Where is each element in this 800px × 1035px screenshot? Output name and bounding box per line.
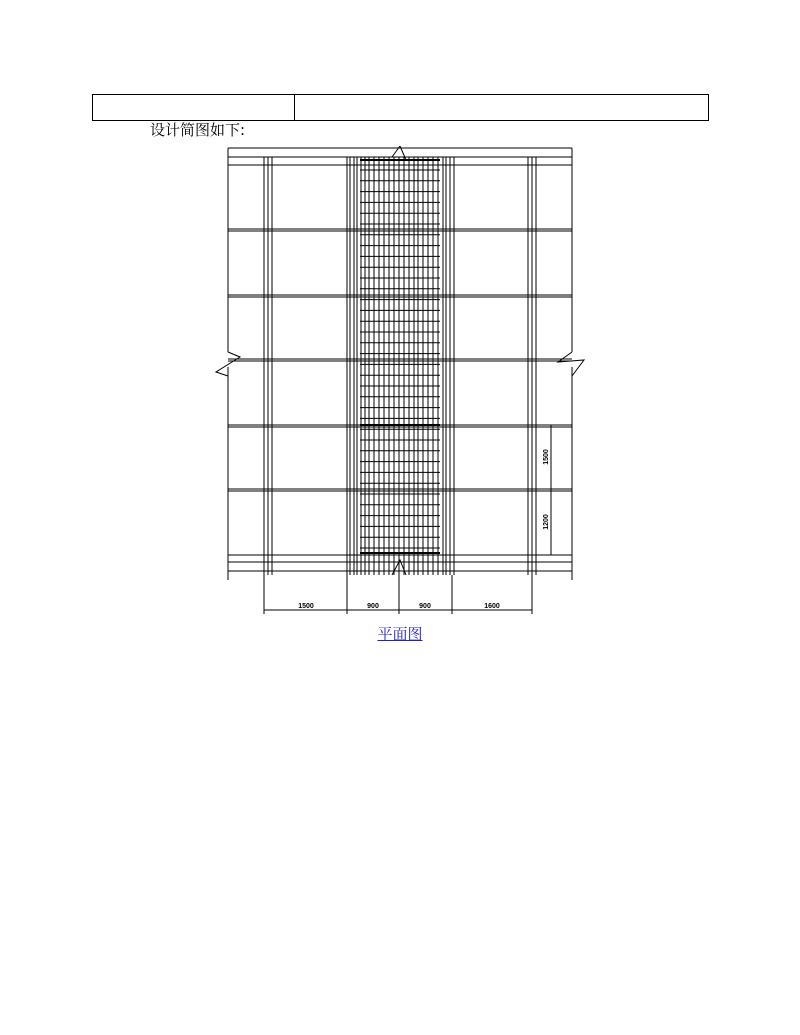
dim-h-3: 900 — [419, 603, 431, 610]
header-cell-right — [295, 95, 708, 120]
plan-drawing — [214, 146, 594, 621]
header-table — [92, 94, 709, 121]
header-cell-left — [93, 95, 295, 120]
dim-h-1: 1500 — [298, 603, 314, 610]
figure-caption[interactable] — [0, 623, 800, 644]
dim-v-2: 1200 — [543, 514, 550, 530]
dim-v-1: 1500 — [543, 449, 550, 465]
dim-h-2: 900 — [367, 603, 379, 610]
figure-caption-link[interactable]: 平面图 — [377, 625, 423, 643]
intro-text: 设计简图如下: — [150, 121, 246, 139]
dim-h-4: 1600 — [484, 603, 500, 610]
